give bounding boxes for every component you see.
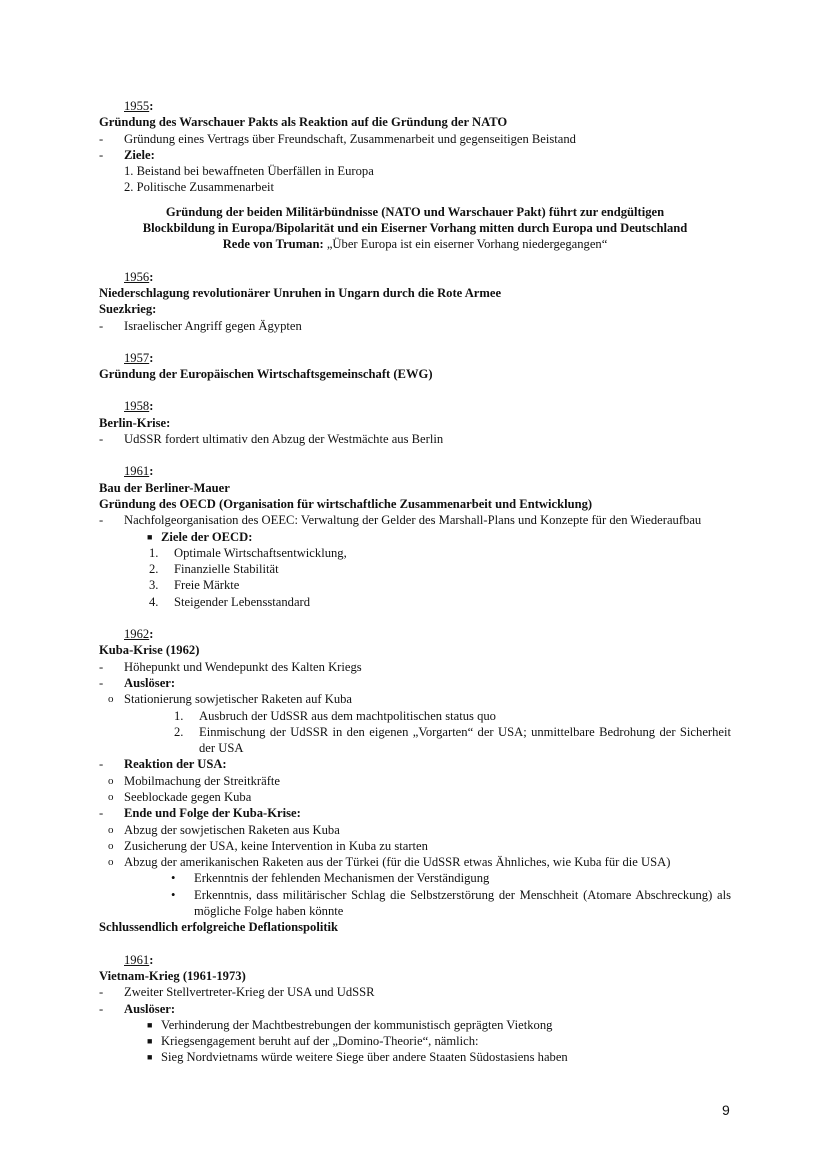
year-label: 1957 xyxy=(124,350,150,365)
list-item xyxy=(99,854,731,870)
reaktion-list xyxy=(99,773,731,806)
summary-line-1: Gründung der beiden Militärbündnisse (NATO und Warschauer Pakt) führt zur endgültigen xyxy=(165,204,665,219)
list-item-label: Ziele: xyxy=(124,147,155,162)
square-bullet-icon: ■ xyxy=(147,1019,153,1030)
list-item xyxy=(99,1017,731,1033)
list-item-text: Einmischung der UdSSR in den eigenen „Vorgarten“ der USA; unmittelbare Bedrohung der Sicherheit der USA xyxy=(199,724,731,756)
list-item-text: Abzug der amerikanischen Raketen aus der Türkei (für die UdSSR etwas Ähnliches, wie Kuba für die USA) xyxy=(124,855,671,870)
oecd-ziele-label: ■ Ziele der OECD: xyxy=(147,529,253,544)
list-item: - Ende und Folge der Kuba-Krise: xyxy=(99,806,301,821)
list-item-text: Israelischer Angriff gegen Ägypten xyxy=(124,318,302,333)
list-item xyxy=(99,594,731,610)
year-1961-vietnam: 1961: xyxy=(124,952,154,967)
list-item xyxy=(99,577,731,593)
heading-ungarn: Niederschlagung revolutionärer Unruhen in Ungarn durch die Rote Armee xyxy=(99,285,502,300)
list-item: - UdSSR fordert ultimativ den Abzug der Westmächte aus Berlin xyxy=(99,432,444,447)
year-label: 1961 xyxy=(124,464,150,479)
list-item: • Erkenntnis der fehlenden Mechanismen der Verständigung xyxy=(171,871,490,886)
list-item: - Höhepunkt und Wendepunkt des Kalten Kriegs xyxy=(99,659,362,674)
list-item-text: Kriegsengagement beruht auf der „Domino-Theorie“, nämlich: xyxy=(161,1034,479,1049)
heading-vietnam-krieg: Vietnam-Krieg (1961-1973) xyxy=(99,968,246,983)
list-item xyxy=(99,789,731,805)
list-number: 1. xyxy=(149,545,159,560)
list-item-text: Optimale Wirtschaftsentwicklung, xyxy=(174,545,347,560)
list-item-text: Zweiter Stellvertreter-Krieg der USA und UdSSR xyxy=(124,985,375,1000)
truman-quote: „Über Europa ist ein eiserner Vorhang niedergegangen“ xyxy=(323,237,608,252)
list-item: - Auslöser: xyxy=(99,675,176,690)
list-item: 2. Politische Zusammenarbeit xyxy=(124,180,275,195)
heading-ewg: Gründung der Europäischen Wirtschaftsgemeinschaft (EWG) xyxy=(99,367,433,382)
list-item: - Reaktion der USA: xyxy=(99,757,227,772)
list-item xyxy=(99,838,731,854)
list-item xyxy=(99,1033,731,1049)
year-label: 1955 xyxy=(124,99,150,113)
year-1957: 1957: xyxy=(124,350,154,365)
heading-suezkrieg: Suezkrieg: xyxy=(99,302,157,317)
year-label: 1961 xyxy=(124,952,150,967)
list-item-text: Seeblockade gegen Kuba xyxy=(124,789,252,804)
list-number: 3. xyxy=(149,578,159,593)
year-label: 1958 xyxy=(124,399,150,414)
circle-bullet-icon: o xyxy=(108,856,114,869)
list-item-text: Zusicherung der USA, keine Intervention in Kuba zu starten xyxy=(124,838,428,853)
list-item-text: Stationierung sowjetischer Raketen auf Kuba xyxy=(124,692,353,707)
list-item: o Stationierung sowjetischer Raketen auf Kuba xyxy=(108,692,353,707)
list-item xyxy=(99,561,731,577)
list-item-text: Höhepunkt und Wendepunkt des Kalten Kriegs xyxy=(124,659,362,674)
list-item: 1. Beistand bei bewaffneten Überfällen in Europa xyxy=(124,164,374,179)
year-1958: 1958: xyxy=(124,399,154,414)
list-item xyxy=(99,822,731,838)
list-item-text: Ausbruch der UdSSR aus dem machtpolitischen status quo xyxy=(199,708,496,723)
page-content xyxy=(99,98,731,1066)
square-bullet-icon: ■ xyxy=(147,1036,153,1047)
list-item-text: Abzug der sowjetischen Raketen aus Kuba xyxy=(124,822,340,837)
list-item xyxy=(99,724,731,757)
list-item-text: Finanzielle Stabilität xyxy=(174,562,279,577)
list-item xyxy=(99,773,731,789)
list-item: - Israelischer Angriff gegen Ägypten xyxy=(99,318,302,333)
list-item-label: Ziele der OECD: xyxy=(161,529,253,544)
page-number: 9 xyxy=(722,1102,730,1118)
list-number: 2. xyxy=(174,724,184,739)
oecd-ziele-list xyxy=(99,545,731,610)
list-item-text: Nachfolgeorganisation des OEEC: Verwaltung der Gelder des Marshall-Plans und Konzepte für den Wiederaufbau xyxy=(124,513,702,528)
list-item xyxy=(99,1049,731,1065)
list-item xyxy=(99,708,731,724)
circle-bullet-icon: o xyxy=(108,823,114,836)
list-item: - Auslöser: xyxy=(99,1001,176,1016)
heading-berliner-mauer: Bau der Berliner-Mauer xyxy=(99,480,230,495)
list-item-text: Erkenntnis der fehlenden Mechanismen der Verständigung xyxy=(194,871,490,886)
circle-bullet-icon: o xyxy=(108,839,114,852)
list-item: - Nachfolgeorganisation des OEEC: Verwaltung der Gelder des Marshall-Plans und Konzepte für den Wiederaufbau xyxy=(99,512,731,528)
list-item-text: Steigender Lebensstandard xyxy=(174,594,311,609)
list-item-text: Gründung eines Vertrags über Freundschaft, Zusammenarbeit und gegenseitigen Beistand xyxy=(124,131,576,146)
list-number: 2. xyxy=(149,562,159,577)
circle-bullet-icon: o xyxy=(108,790,114,803)
year-1961: 1961: xyxy=(124,464,154,479)
list-item: - Gründung eines Vertrags über Freundschaft, Zusammenarbeit und gegenseitigen Beistand xyxy=(99,131,576,146)
list-item: - Zweiter Stellvertreter-Krieg der USA und UdSSR xyxy=(99,985,375,1000)
heading-oecd: Gründung des OECD (Organisation für wirtschaftliche Zusammenarbeit und Entwicklung) xyxy=(99,496,593,511)
year-1956: 1956: xyxy=(124,269,154,284)
list-number: 1. xyxy=(174,708,184,723)
heading-berlin-krise: Berlin-Krise: xyxy=(99,415,171,430)
heading-schluss: Schlussendlich erfolgreiche Deflationspolitik xyxy=(99,920,339,935)
list-item-label: Auslöser: xyxy=(124,1001,176,1016)
list-item: • Erkenntnis, dass militärischer Schlag die Selbstzerstörung der Menschheit (Atomare Abschreckung) als mögliche Folge haben könnte xyxy=(171,887,731,919)
list-item-text: Verhinderung der Machtbestrebungen der kommunistisch geprägten Vietkong xyxy=(161,1017,553,1032)
heading-warschauer-pakt: Gründung des Warschauer Pakts als Reaktion auf die Gründung der NATO xyxy=(99,115,508,130)
list-item-text: Freie Märkte xyxy=(174,578,240,593)
list-item-text: Erkenntnis, dass militärischer Schlag die Selbstzerstörung der Menschheit (Atomare Abschreckung) als mögliche Folge haben könnte xyxy=(194,887,731,919)
square-bullet-icon: ■ xyxy=(147,1052,153,1063)
list-item-text: UdSSR fordert ultimativ den Abzug der Westmächte aus Berlin xyxy=(124,432,444,447)
heading-kuba-krise: Kuba-Krise (1962) xyxy=(99,643,200,658)
list-item-label: Ende und Folge der Kuba-Krise: xyxy=(124,806,301,821)
list-number: 4. xyxy=(149,594,159,609)
vietnam-ausloeser-list xyxy=(99,1017,731,1066)
year-label: 1956 xyxy=(124,269,150,284)
circle-bullet-icon: o xyxy=(108,774,114,787)
list-item-label: Auslöser: xyxy=(124,675,176,690)
year-label: 1962 xyxy=(124,627,150,642)
list-item xyxy=(99,545,731,561)
year-1955: 1955: xyxy=(124,99,154,113)
truman-label: Rede von Truman: xyxy=(222,237,324,252)
ende-list xyxy=(99,822,731,871)
list-item-text: Mobilmachung der Streitkräfte xyxy=(124,773,280,788)
list-item: - Ziele: xyxy=(99,147,155,162)
year-1962: 1962: xyxy=(124,627,154,642)
truman-quote-line xyxy=(99,236,731,252)
list-item-text: Sieg Nordvietnams würde weitere Siege über andere Staaten Südostasiens haben xyxy=(161,1050,568,1065)
list-item-label: Reaktion der USA: xyxy=(124,757,227,772)
summary-line-2: Blockbildung in Europa/Bipolarität und ein Eiserner Vorhang mitten durch Europa und Deutschland xyxy=(142,221,688,236)
